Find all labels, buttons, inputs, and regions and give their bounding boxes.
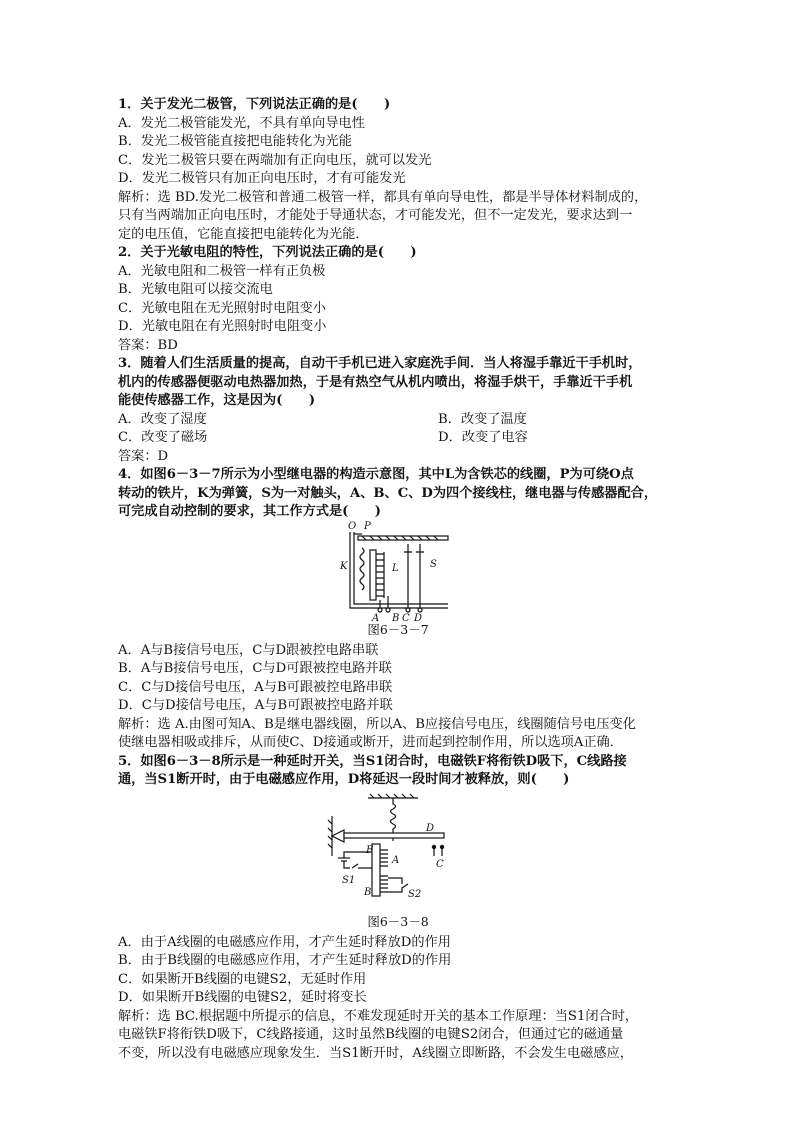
q3-stem-3: 能使传感器工作，这是因为( ) [118, 393, 316, 408]
q3-stem-2: 机内的传感器便驱动电热器加热，于是有热空气从机内喷出，将湿手烘干，手靠近干手机 [118, 374, 633, 390]
q5-analysis-3: 不变，所以没有电磁感应现象发生．当S1断开时，A线圈立即断路，不会发生电磁感应， [118, 1045, 633, 1061]
q3-options-row-2 [118, 429, 678, 448]
q2-option-b: B．光敏电阻可以接交流电 [118, 282, 273, 297]
fig8-label-f: F [366, 844, 373, 856]
q4-analysis-1: 解析：选 A.由图可知A、B是继电器线圈，所以A、B应接信号电压，线圈随信号电压变化 [118, 716, 636, 732]
fig7-label-p: P [364, 520, 371, 532]
q5-option-d: D．如果断开B线圈的电键S2，延时将变长 [118, 990, 367, 1005]
q4-option-a: A．A与B接信号电压，C与D跟被控电路串联 [118, 642, 379, 658]
q3-options-row-1 [118, 411, 678, 430]
fig7-label-s: S [430, 558, 437, 570]
fig7-label-c: C [402, 612, 410, 624]
q5-stem-1: 5．如图6－3－8所示是一种延时开关，当S1闭合时，电磁铁F将衔铁D吸下，C线路接 [118, 753, 627, 769]
fig8-label-b: B [364, 886, 372, 898]
fig7-label-l: L [392, 562, 399, 574]
q1-option-c: C．发光二极管只要在两端加有正向电压，就可以发光 [118, 152, 432, 168]
q4-stem-3: 可完成自动控制的要求，其工作方式是( ) [118, 504, 382, 519]
q4-analysis-2: 使继电器相吸或排斥，从而使C、D接通或断开，进而起到控制作用，所以选项A正确． [118, 735, 623, 750]
q3-option-c: C．改变了磁场 [118, 430, 208, 445]
q3-answer: 答案：D [118, 448, 169, 464]
fig7-label-b: B [392, 612, 400, 624]
q2-option-c: C．光敏电阻在无光照射时电阻变小 [118, 300, 326, 316]
fig7-caption: 图6－3－7 [367, 621, 429, 637]
q1-stem: 1．关于发光二极管，下列说法正确的是( ) [118, 97, 391, 112]
delay-switch-figure [118, 792, 678, 932]
document-page [118, 96, 678, 1063]
relay-figure [118, 520, 678, 640]
q3-option-d: D．改变了电容 [438, 430, 528, 445]
q3-option-b: B．改变了温度 [438, 411, 527, 427]
fig8-label-s1: S1 [342, 874, 356, 886]
q1-analysis-3: 定的电压值，它能直接把电能转化为光能． [118, 226, 369, 242]
q4-option-b: B．A与B接信号电压，C与D可跟被控电路并联 [118, 661, 392, 676]
q5-option-c: C．如果断开B线圈的电键S2，无延时作用 [118, 971, 367, 987]
q4-stem-2: 转动的铁片，K为弹簧，S为一对触头，A、B、C、D为四个接线柱，继电器与传感器配合， [118, 485, 658, 501]
q2-stem: 2．关于光敏电阻的特性，下列说法正确的是( ) [118, 245, 417, 260]
q1-option-b: B．发光二极管能直接把电能转化为光能 [118, 134, 352, 149]
q1-analysis-1: 解析：选 BD.发光二极管和普通二极管一样，都具有单向导电性，都是半导体材料制成的， [118, 189, 648, 205]
fig7-label-o: O [348, 520, 357, 532]
q1-analysis-2: 只有当两端加正向电压时，才能处于导通状态，才可能发光，但不一定发光，要求达到一 [118, 208, 633, 223]
q5-analysis-2: 电磁铁F将衔铁D吸下，C线路接通，这时虽然B线圈的电键S2闭合，但通过它的磁通量 [118, 1027, 624, 1042]
q3-option-a: A．改变了湿度 [118, 411, 207, 427]
q5-option-a: A．由于A线圈的电磁感应作用，才产生延时释放D的作用 [118, 934, 451, 950]
fig8-label-a: A [392, 854, 400, 866]
fig7-label-d: D [414, 612, 423, 624]
q2-option-d: D．光敏电阻在有光照射时电阻变小 [118, 319, 327, 334]
fig7-label-a: A [372, 612, 380, 624]
fig8-caption: 图6－3－8 [367, 913, 429, 929]
q4-option-c: C．C与D接信号电压，A与B可跟被控电路串联 [118, 679, 393, 695]
q4-option-d: D．C与D接信号电压，A与B可跟被控电路并联 [118, 698, 393, 713]
q4-stem-1: 4．如图6－3－7所示为小型继电器的构造示意图，其中L为含铁芯的线圈，P为可绕O点 [118, 467, 634, 482]
q2-option-a: A．光敏电阻和二极管一样有正负极 [118, 263, 326, 279]
q5-stem-2: 通，当S1断开时，由于电磁感应作用，D将延迟一段时间才被释放，则( ) [118, 772, 570, 787]
q2-answer: 答案：BD [118, 337, 178, 353]
q5-option-b: B．由于B线圈的电磁感应作用，才产生延时释放D的作用 [118, 953, 452, 968]
q1-option-d: D．发光二极管只有加正向电压时，才有可能发光 [118, 171, 406, 186]
fig8-label-s2: S2 [408, 888, 422, 900]
q5-analysis-1: 解析：选 BC.根据题中所提示的信息，不难发现延时开关的基本工作原理：当S1闭合时， [118, 1008, 639, 1024]
fig7-label-k: K [340, 560, 348, 572]
fig8-label-c: C [436, 858, 444, 870]
q3-stem-1: 3．随着人们生活质量的提高，自动干手机已进入家庭洗手间．当人将湿手靠近干手机时， [118, 356, 642, 371]
q1-option-a: A．发光二极管能发光，不具有单向导电性 [118, 115, 365, 131]
fig8-label-d: D [426, 822, 435, 834]
